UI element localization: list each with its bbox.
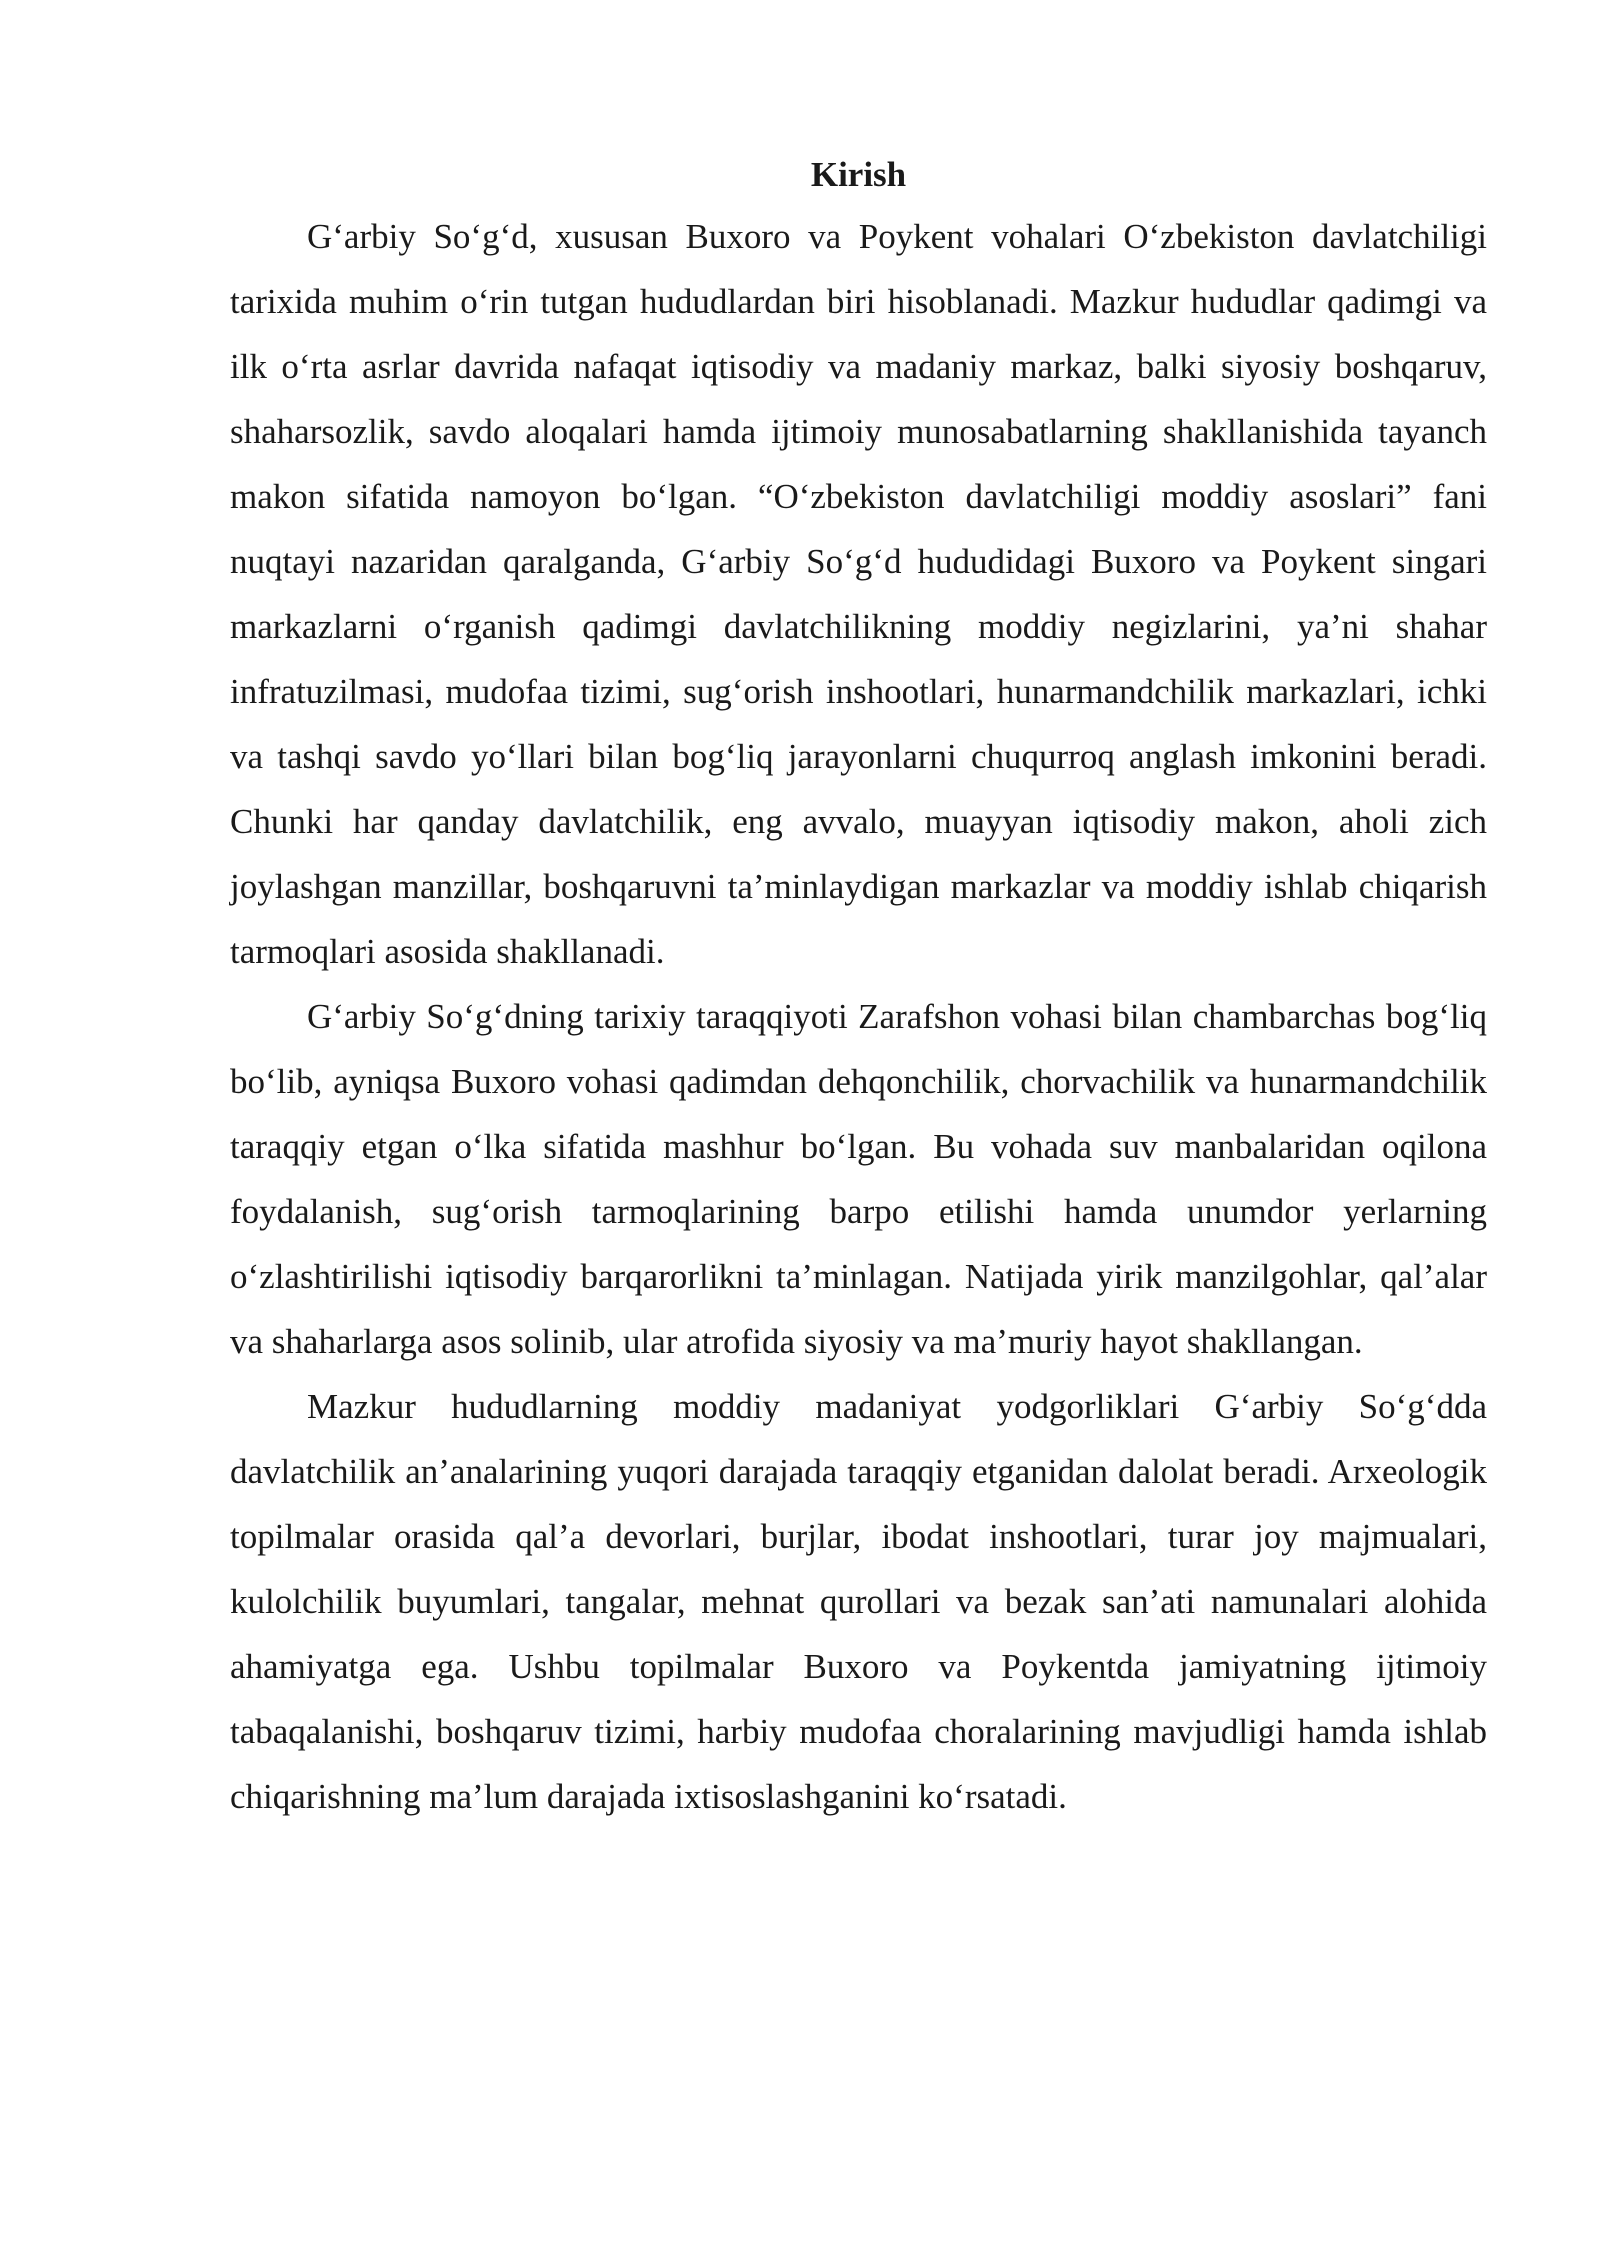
paragraph-1: G‘arbiy So‘g‘d, xususan Buxoro va Poykent vohalari O‘zbekiston davlatchiligi tarixida muhim o‘rin tutgan hududlardan biri hisoblanadi. Mazkur hududlar qadimgi va ilk o‘rta asrlar davrida nafaqat iqtisodiy va madaniy markaz, balki siyosiy boshqaruv, shaharsozlik, savdo aloqalari hamda ijtimoiy munosabatlarning shakllanishida tayanch makon sifatida namoyon bo‘lgan. “O‘zbekiston davlatchiligi moddiy asoslari” fani nuqtayi nazaridan qaralganda, G‘arbiy So‘g‘d hududidagi Buxoro va Poykent singari markazlarni o‘rganish qadimgi davlatchilikning moddiy negizlarini, ya’ni shahar infratuzilmasi, mudofaa tizimi, sug‘orish inshootlari, hunarmandchilik markazlari, ichki va tashqi savdo yo‘llari bilan bog‘liq jarayonlarni chuqurroq anglash imkonini beradi. Chunki har qanday davlatchilik, eng avvalo, muayyan iqtisodiy makon, aholi zich joylashgan manzillar, boshqaruvni ta’minlaydigan markazlar va moddiy ishlab chiqarish tarmoqlari asosida shakllanadi. [230, 217, 1487, 971]
document-body [230, 146, 1487, 1829]
document-title: Kirish [810, 155, 907, 194]
paragraph-2: G‘arbiy So‘g‘dning tarixiy taraqqiyoti Zarafshon vohasi bilan chambarchas bog‘liq bo‘lib, ayniqsa Buxoro vohasi qadimdan dehqonchilik, chorvachilik va hunarmandchilik taraqqiy etgan o‘lka sifatida mashhur bo‘lgan. Bu vohada suv manbalaridan oqilona foydalanish, sug‘orish tarmoqlarining barpo etilishi hamda unumdor yerlarning o‘zlashtirilishi iqtisodiy barqarorlikni ta’minlagan. Natijada yirik manzilgohlar, qal’alar va shaharlarga asos solinib, ular atrofida siyosiy va ma’muriy hayot shakllangan. [230, 997, 1487, 1361]
paragraph-3: Mazkur hududlarning moddiy madaniyat yodgorliklari G‘arbiy So‘g‘dda davlatchilik an’analarining yuqori darajada taraqqiy etganidan dalolat beradi. Arxeologik topilmalar orasida qal’a devorlari, burjlar, ibodat inshootlari, turar joy majmualari, kulolchilik buyumlari, tangalar, mehnat qurollari va bezak san’ati namunalari alohida ahamiyatga ega. Ushbu topilmalar Buxoro va Poykentda jamiyatning ijtimoiy tabaqalanishi, boshqaruv tizimi, harbiy mudofaa choralarining mavjudligi hamda ishlab chiqarishning ma’lum darajada ixtisoslashganini ko‘rsatadi. [230, 1387, 1487, 1816]
